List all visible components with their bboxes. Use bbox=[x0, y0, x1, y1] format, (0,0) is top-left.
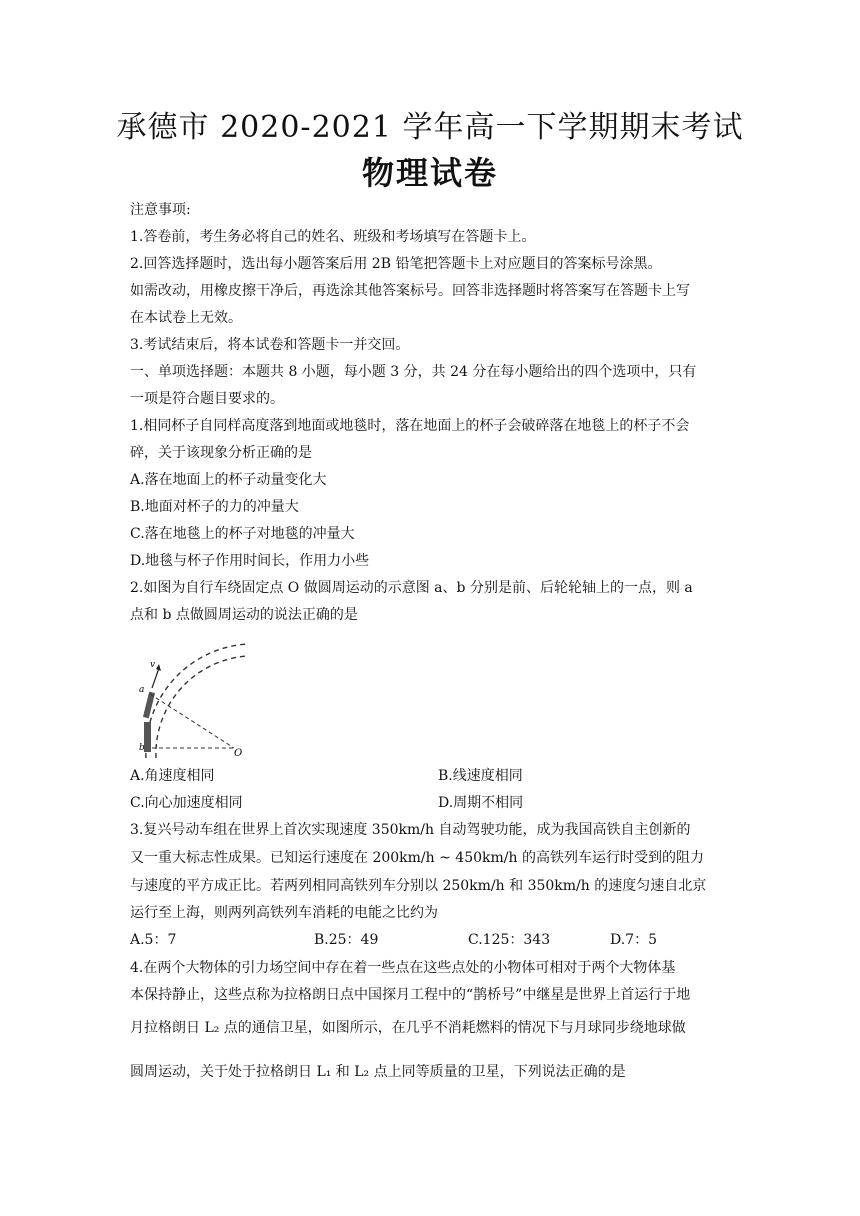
label-b: b bbox=[139, 743, 145, 753]
exam-title: 承德市 2020-2021 学年高一下学期期末考试 bbox=[116, 110, 744, 145]
question-4-stem-cont: 本保持静止，这些点称为拉格朗日点中国探月工程中的“鹊桥号”中继星是世界上首运行于地 bbox=[130, 987, 691, 1003]
velocity-arrow bbox=[152, 668, 159, 688]
exam-subtitle: 物理试卷 bbox=[361, 154, 498, 192]
notice-item-2-cont2: 在本试卷上无效。 bbox=[130, 310, 242, 326]
question-2-option-b: B.线速度相同 bbox=[438, 768, 523, 784]
label-v: v bbox=[150, 660, 156, 670]
radius-line-a bbox=[150, 694, 234, 748]
section-1-intro: 一、单项选择题：本题共 8 小题，每小题 3 分，共 24 分在每小题给出的四个选项中，只有 bbox=[130, 364, 697, 380]
question-3-stem: 3.复兴号动车组在世界上首次实现速度 350km/h 自动驾驶功能，成为我国高铁自主创新的 bbox=[130, 822, 691, 838]
velocity-arrowhead bbox=[156, 664, 161, 671]
question-3-stem-cont: 又一重大标志性成果。已知运行速度在 200km/h ~ 450km/h 的高铁列车运行时受到的阻力 bbox=[130, 850, 704, 866]
question-3-option-a: A.5：7 bbox=[130, 932, 177, 948]
question-2-stem-cont: 点和 b 点做圆周运动的说法正确的是 bbox=[130, 607, 358, 623]
label-o: O bbox=[234, 748, 243, 759]
question-2-stem: 2.如图为自行车绕固定点 O 做圆周运动的示意图 a、b 分别是前、后轮轮轴上的一点，则 a bbox=[130, 580, 693, 596]
notice-item-1: 1.答卷前，考生务必将自己的姓名、班级和考场填写在答题卡上。 bbox=[130, 229, 536, 245]
question-3-option-c: C.125：343 bbox=[468, 932, 551, 948]
notice-item-2: 2.回答选择题时，选出每小题答案后用 2B 铅笔把答题卡上对应题目的答案标号涂黑。 bbox=[130, 256, 662, 272]
bicycle-rear-part bbox=[144, 722, 151, 752]
question-1-option-c: C.落在地毯上的杯子对地毯的冲量大 bbox=[130, 526, 355, 542]
question-1-option-b: B.地面对杯子的力的冲量大 bbox=[130, 499, 299, 515]
question-4-stem-cont2: 月拉格朗日 L₂ 点的通信卫星，如图所示，在几乎不消耗燃料的情况下与月球同步绕地球做 bbox=[130, 1020, 686, 1036]
question-3-stem-cont2: 与速度的平方成正比。若两列相同高铁列车分别以 250km/h 和 350km/h 的速度匀速自北京 bbox=[130, 878, 707, 894]
notice-item-2-cont: 如需改动，用橡皮擦干净后，再选涂其他答案标号。回答非选择题时将答案写在答题卡上写 bbox=[130, 283, 690, 299]
question-4-stem-cont3: 圆周运动，关于处于拉格朗日 L₁ 和 L₂ 点上同等质量的卫星，下列说法正确的是 bbox=[130, 1064, 626, 1080]
question-3-option-d: D.7：5 bbox=[610, 932, 657, 948]
question-3-option-b: B.25：49 bbox=[314, 932, 379, 948]
outer-arc-path bbox=[146, 644, 248, 758]
bicycle-circular-motion-diagram bbox=[130, 638, 252, 764]
notice-heading: 注意事项: bbox=[130, 202, 191, 218]
question-1-option-a: A.落在地面上的杯子动量变化大 bbox=[130, 472, 327, 488]
question-1-option-d: D.地毯与杯子作用时间长，作用力小些 bbox=[130, 553, 370, 569]
section-1-intro-cont: 一项是符合题目要求的。 bbox=[130, 391, 284, 407]
question-4-stem: 4.在两个大物体的引力场空间中存在着一些点在这些点处的小物体可相对于两个大物体基 bbox=[130, 960, 676, 976]
question-2-option-d: D.周期不相同 bbox=[438, 795, 524, 811]
question-3-stem-cont3: 运行至上海，则两列高铁列车消耗的电能之比约为 bbox=[130, 905, 438, 921]
notice-item-3: 3.考试结束后，将本试卷和答题卡一并交回。 bbox=[130, 337, 410, 353]
question-2-option-c: C.向心加速度相同 bbox=[130, 795, 243, 811]
question-1-stem: 1.相同杯子自同样高度落到地面或地毯时，落在地面上的杯子会破碎落在地毯上的杯子不会 bbox=[130, 418, 690, 434]
question-2-option-a: A.角速度相同 bbox=[130, 768, 215, 784]
question-1-stem-cont: 碎，关于该现象分析正确的是 bbox=[130, 445, 312, 461]
label-a: a bbox=[139, 685, 145, 695]
